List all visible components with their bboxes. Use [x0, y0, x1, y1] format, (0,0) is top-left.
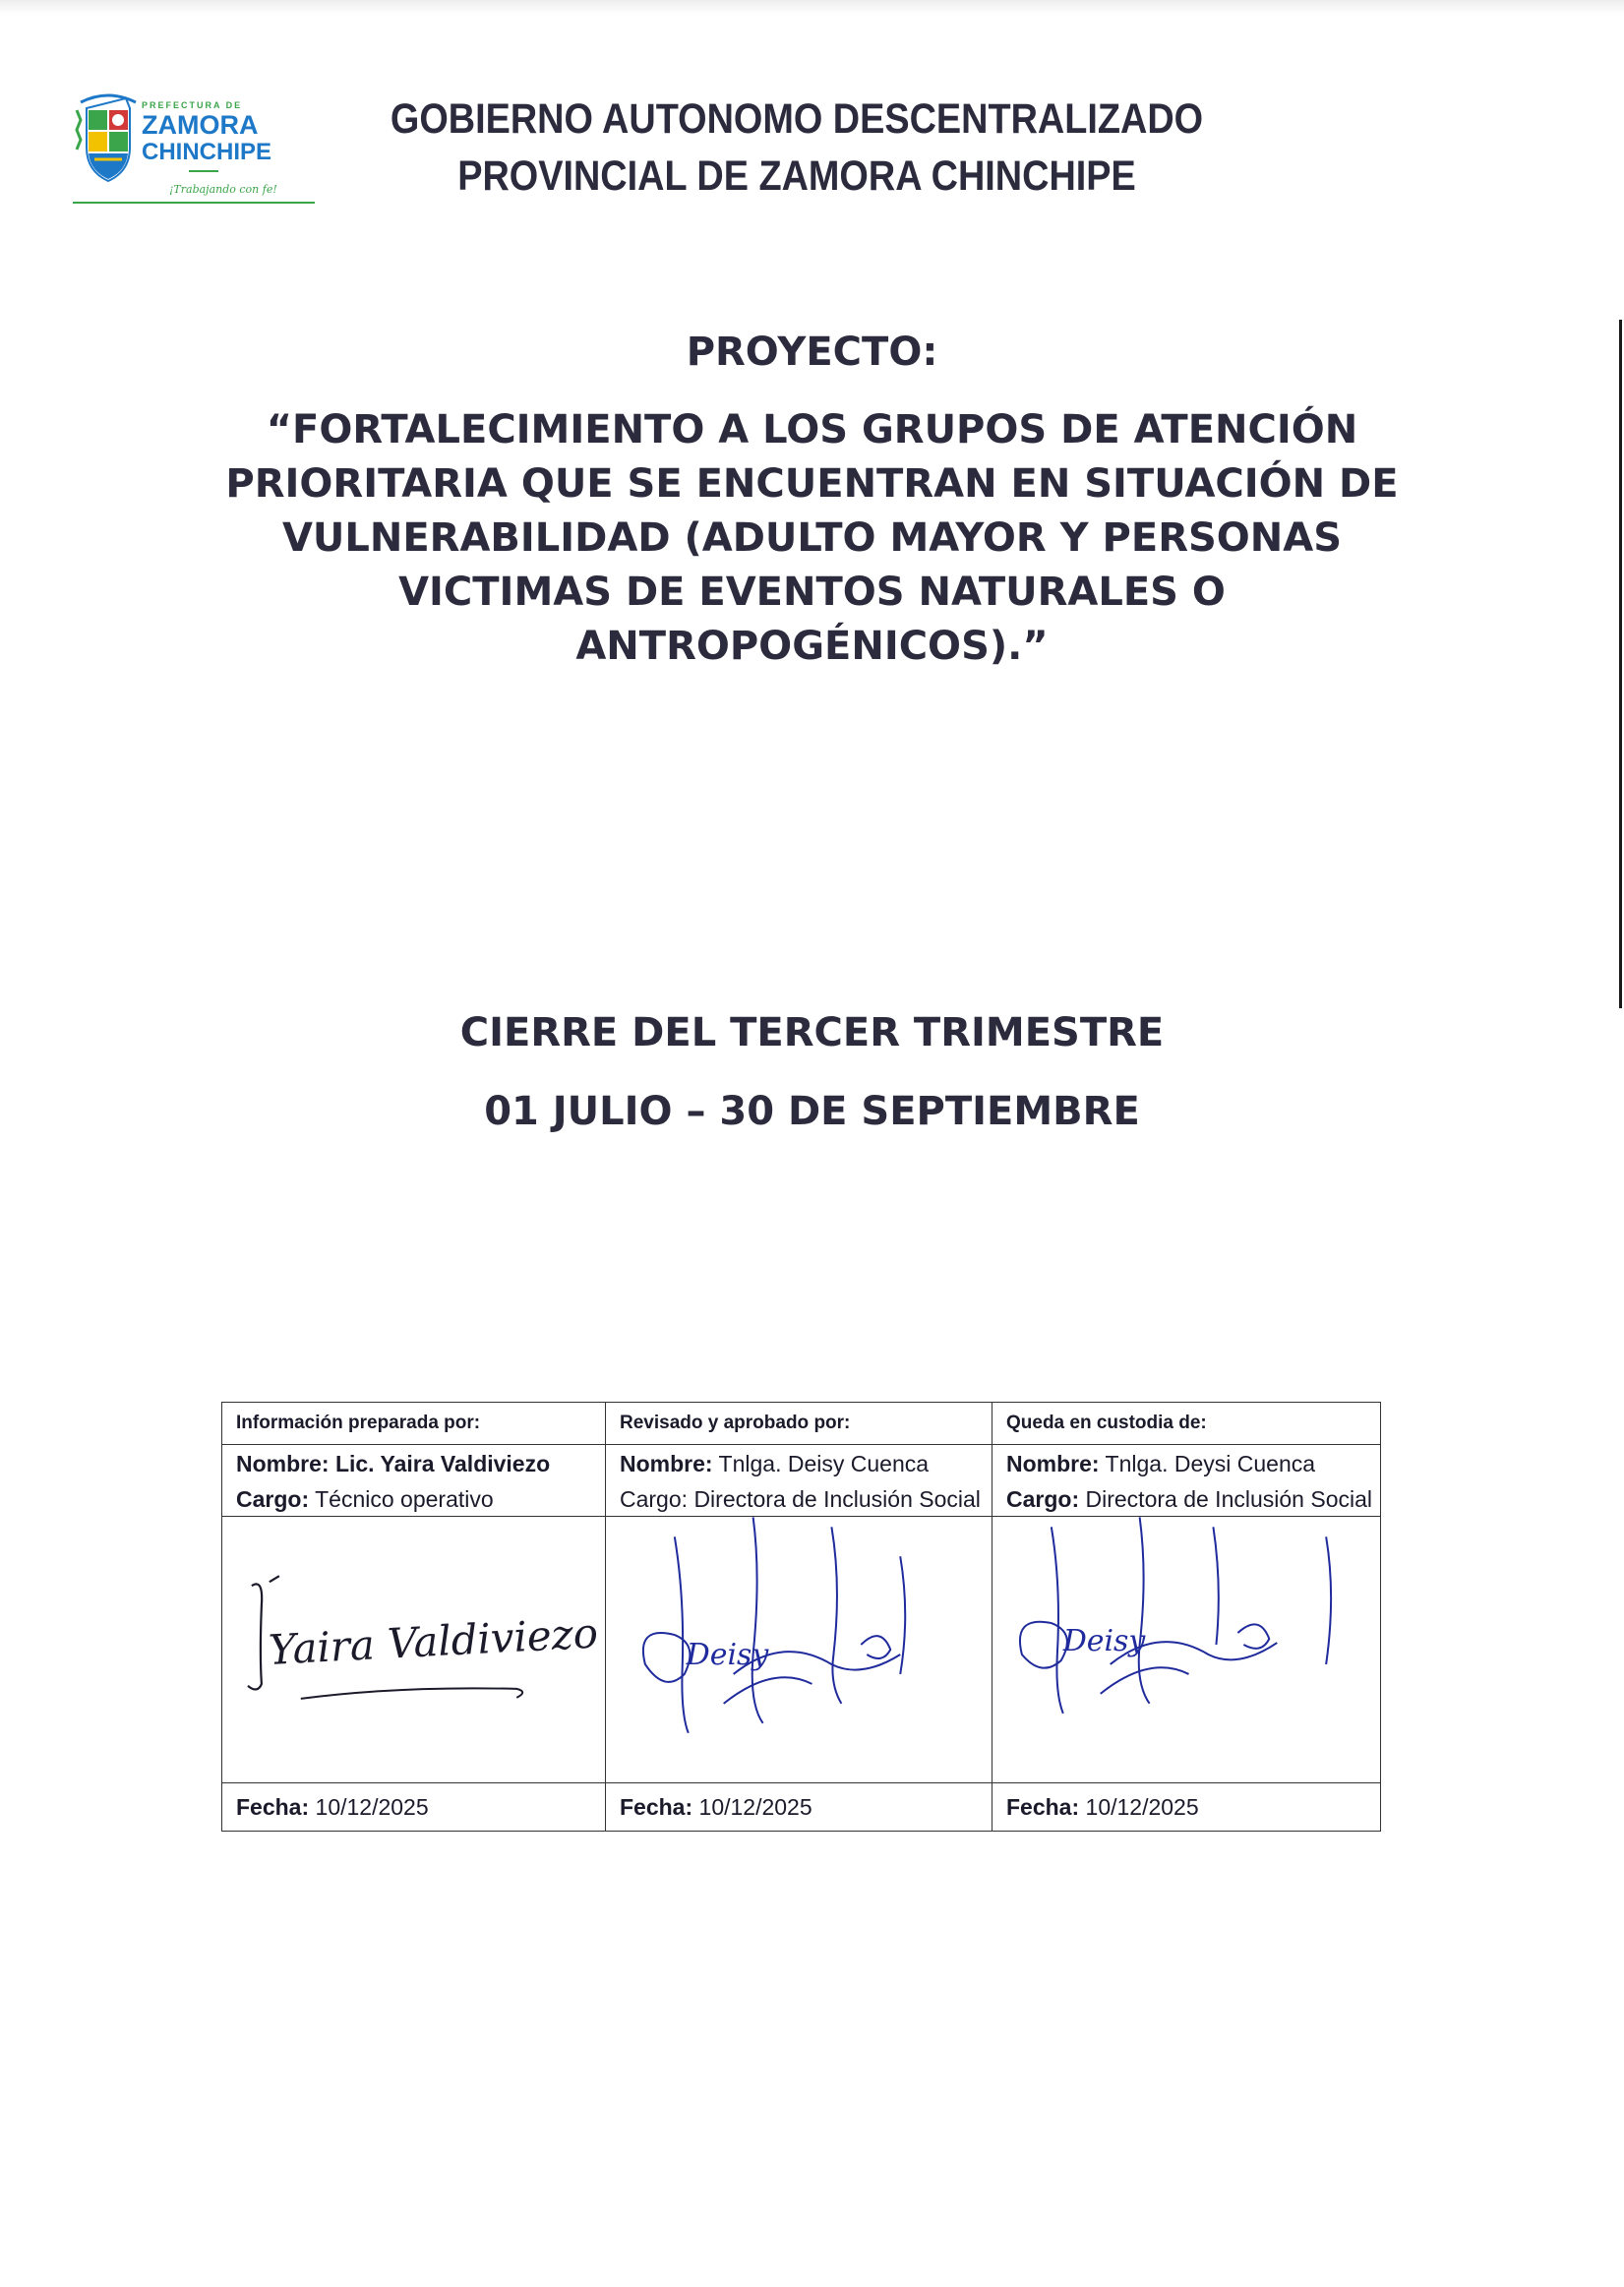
custody-signature: [992, 1517, 1381, 1783]
project-name-line: “FORTALECIMIENTO A LOS GRUPOS DE ATENCIÓN: [266, 407, 1358, 452]
custody-name: [992, 1445, 1381, 1483]
prepared-by-cargo: [222, 1482, 606, 1517]
signature-image-row: [222, 1517, 1381, 1783]
signature-deisy-icon: [606, 1517, 992, 1782]
signature-header-row: [222, 1403, 1381, 1445]
approved-by-name: [606, 1445, 992, 1483]
project-name-line: VULNERABILIDAD (ADULTO MAYOR Y PERSONAS: [281, 515, 1343, 561]
approved-by-cargo-value: Directora de Inclusión Social: [693, 1485, 981, 1512]
date-label: Fecha:: [1006, 1793, 1080, 1820]
custody-name-value: Tnlga. Deysi Cuenca: [1105, 1450, 1316, 1476]
project-label: PROYECTO:: [686, 330, 938, 375]
approved-by-name-value: Tnlga. Deisy Cuenca: [718, 1450, 930, 1476]
signature-name-row: [222, 1445, 1381, 1483]
name-label: Nombre:: [1006, 1450, 1100, 1476]
scan-shadow: [0, 0, 1624, 14]
cargo-label: Cargo:: [236, 1485, 310, 1512]
approved-by-date: [606, 1783, 992, 1832]
signature-deysi-icon: [992, 1517, 1380, 1782]
period-range: 01 JULIO – 30 DE SEPTIEMBRE: [484, 1089, 1140, 1134]
government-title-line2: PROVINCIAL DE ZAMORA CHINCHIPE: [457, 152, 1136, 200]
government-title-line1: GOBIERNO AUTONOMO DESCENTRALIZADO: [390, 95, 1204, 143]
prepared-by-signature: [222, 1517, 606, 1783]
svg-text:PREFECTURA DE: PREFECTURA DE: [142, 100, 243, 110]
signature-cargo-row: [222, 1482, 1381, 1517]
government-title: [382, 90, 1213, 205]
project-name-line: PRIORITARIA QUE SE ENCUENTRAN EN SITUACIÓN DE: [225, 461, 1399, 507]
prefectura-logo: [71, 90, 317, 211]
svg-text:¡Trabajando con fe!: ¡Trabajando con fe!: [169, 183, 277, 196]
prepared-by-header: Información preparada por:: [222, 1403, 606, 1445]
name-label: Nombre:: [620, 1450, 713, 1476]
custody-date-value: 10/12/2025: [1085, 1793, 1199, 1820]
custody-header: Queda en custodia de:: [992, 1403, 1381, 1445]
svg-text:Deisy: Deisy: [1062, 1623, 1146, 1658]
date-label: Fecha:: [620, 1793, 693, 1820]
cargo-label: Cargo:: [620, 1485, 689, 1512]
date-label: Fecha:: [236, 1793, 310, 1820]
period-block: [0, 993, 1624, 1151]
approved-by-header: Revisado y aprobado por:: [606, 1403, 992, 1445]
svg-text:CHINCHIPE: CHINCHIPE: [142, 139, 272, 165]
name-label: Nombre:: [236, 1450, 330, 1476]
project-name-line: ANTROPOGÉNICOS).”: [575, 624, 1049, 669]
prepared-by-cargo-value: Técnico operativo: [315, 1485, 494, 1512]
custody-cargo-value: Directora de Inclusión Social: [1085, 1485, 1372, 1512]
scan-edge-line: [1619, 320, 1622, 1008]
custody-cargo: [992, 1482, 1381, 1517]
svg-text:ZAMORA: ZAMORA: [142, 110, 259, 140]
signature-date-row: [222, 1783, 1381, 1832]
cargo-label: Cargo:: [1006, 1485, 1080, 1512]
period-title: CIERRE DEL TERCER TRIMESTRE: [459, 1010, 1165, 1055]
prepared-by-name-value: Lic. Yaira Valdiviezo: [334, 1450, 551, 1476]
custody-date: [992, 1783, 1381, 1832]
project-name-line: VICTIMAS DE EVENTOS NATURALES O: [398, 570, 1226, 615]
signature-table: [221, 1402, 1381, 1832]
approved-by-date-value: 10/12/2025: [698, 1793, 812, 1820]
prepared-by-date-value: 10/12/2025: [315, 1793, 429, 1820]
project-name: [197, 403, 1427, 674]
svg-text:Deisy: Deisy: [686, 1637, 769, 1672]
logo-emblem-icon: [71, 90, 317, 211]
signature-yaira-icon: [222, 1517, 605, 1782]
svg-text:Yaira Valdiviezo: Yaira Valdiviezo: [267, 1608, 600, 1674]
prepared-by-name: [222, 1445, 606, 1483]
approved-by-signature: [606, 1517, 992, 1783]
prepared-by-date: [222, 1783, 606, 1832]
approved-by-cargo: [606, 1482, 992, 1517]
